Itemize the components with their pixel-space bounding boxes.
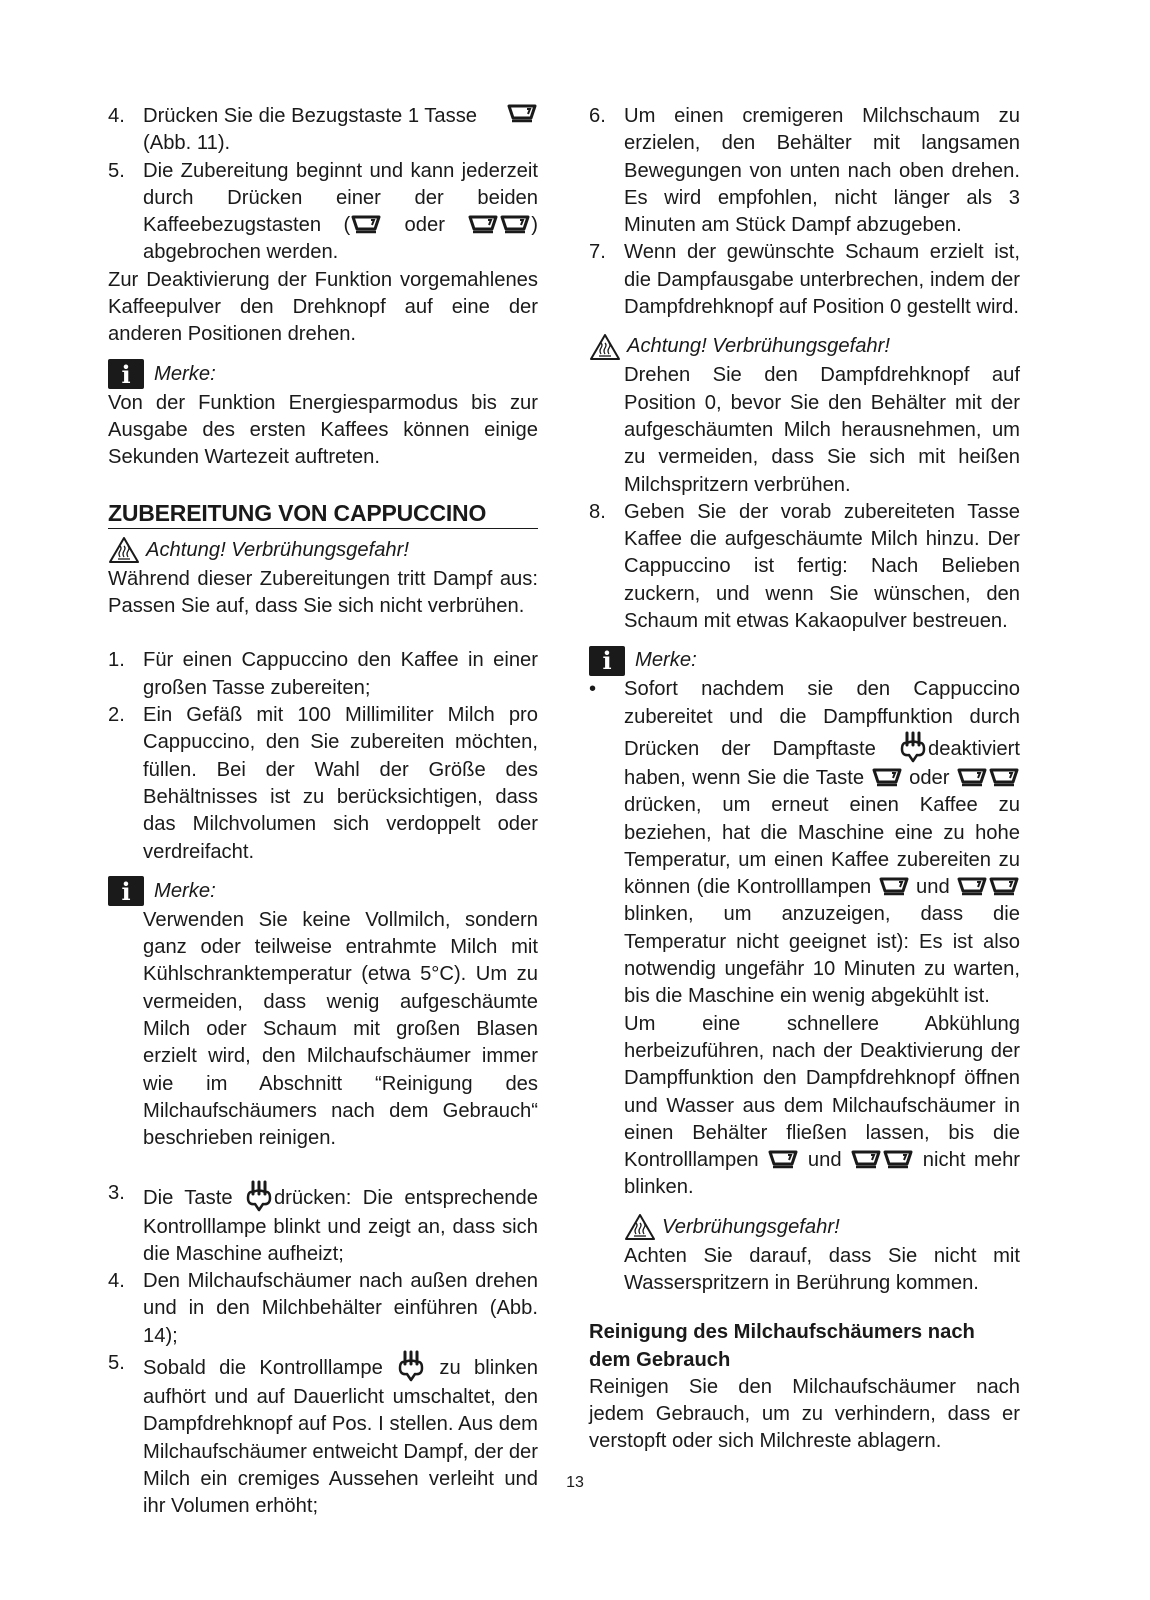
two-cups-icon	[988, 767, 1020, 787]
step-number: 3.	[108, 1181, 125, 1204]
warning-2-heading	[589, 1212, 1020, 1243]
bullet-marker: •	[589, 678, 597, 701]
note-1-heading	[108, 359, 538, 390]
two-cups-icon	[956, 767, 988, 787]
and-text: und	[915, 876, 950, 899]
warning-label: Achtung! Verbrühungsgefahr!	[146, 538, 409, 561]
bullet-text-d: blinken, um anzuzeigen, dass die Temperatur nicht geeignet ist): Es ist also notwendig ungefähr 10 Minuten zu warten, bis die Maschine ein wenig abgekühlt ist.	[624, 903, 1020, 1008]
step-5	[108, 158, 538, 267]
cappuccino-step-4	[108, 1268, 538, 1350]
step-number: 4.	[108, 105, 125, 127]
cappuccino-step-2	[108, 702, 538, 866]
section-title: ZUBEREITUNG VON CAPPUCCINO	[108, 500, 538, 529]
info-icon: i	[589, 646, 625, 676]
cappuccino-step-5	[108, 1350, 538, 1520]
cappuccino-step-8	[589, 499, 1020, 635]
step-number: 8.	[589, 500, 606, 523]
hot-surface-warning-icon	[624, 1213, 656, 1241]
step-number: 2.	[108, 704, 125, 727]
step-text-cont: (Abb. 11).	[143, 132, 231, 155]
step-number: 5.	[108, 159, 125, 182]
cappuccino-step-7	[589, 239, 1020, 321]
note-label: Merke:	[154, 879, 216, 902]
two-cups-icon	[850, 1149, 882, 1169]
warning-label: Verbrühungsgefahr!	[662, 1215, 840, 1238]
warning-heading	[108, 535, 538, 566]
one-cup-icon	[767, 1149, 799, 1169]
step-text: Für einen Cappuccino den Kaffee in einer großen Tasse zubereiten;	[143, 649, 538, 699]
steam-icon	[898, 731, 928, 765]
cooling-text-end: nicht mehr blinken.	[624, 1149, 1021, 1199]
note-label: Merke:	[635, 649, 697, 672]
step-text: Ein Gefäß mit 100 Millimiliter Milch pro Cappuccino, den Sie zubereiten möchten, füllen. Bei der Wahl der Größe des Behältnisses ist zu berücksichtigen, dass das Milchvolumen sich verdoppelt oder verdreifacht.	[143, 704, 538, 863]
bullet-text-b: deaktiviert haben, wenn Sie die Taste	[624, 737, 1020, 789]
step-text-end: ) abgebrochen werden.	[143, 214, 539, 264]
one-cup-icon	[506, 103, 538, 123]
cappuccino-step-6	[589, 103, 1020, 239]
step-number: 5.	[108, 1351, 125, 1374]
two-cups-icon	[467, 214, 499, 234]
one-cup-icon	[878, 876, 910, 896]
step-text: Die Taste	[143, 1186, 233, 1209]
or-text: oder	[404, 214, 445, 237]
note-label: Merke:	[154, 362, 216, 385]
one-cup-icon	[871, 767, 903, 787]
note-bullet	[589, 676, 1020, 1010]
two-cups-icon	[988, 876, 1020, 896]
cappuccino-step-3	[108, 1180, 538, 1269]
step-number: 1.	[108, 649, 125, 672]
step-text: Um einen cremigeren Milchschaum zu erzielen, den Behälter mit langsamen Bewegungen von unten nach oben drehen. Es wird empfohlen, nicht länger als 3 Minuten am Stück Dampf abzugeben.	[624, 105, 1020, 237]
note-2-text: Verwenden Sie keine Vollmilch, sondern ganz oder teilweise entrahmte Milch mit Kühlschranktemperatur (etwa 5°C). Um zu vermeiden, dass wenig aufgeschäumte Milch oder Schaum mit großen Blasen erzielt wird, den Milchaufschäumer immer wie im Abschnitt “Reinigung des Milchaufschäumers nach dem Gebrauch“ beschrieben reinigen.	[143, 908, 538, 1150]
two-cups-icon	[882, 1149, 914, 1169]
warning-2-text: Achten Sie darauf, dass Sie nicht mit Wasserspritzern in Berührung kommen.	[624, 1244, 1020, 1294]
and-text: und	[807, 1149, 842, 1172]
cooling-text: Um eine schnellere Abkühlung herbeizuführen, nach der Deaktivierung der Dampffunktion den Dampfdrehknopf öffnen und Wasser aus dem Milchaufschäumer in einen Behälter fließen lassen, bis die Kontrolllampen	[624, 1012, 1020, 1172]
warning-label: Achtung! Verbrühungsgefahr!	[627, 335, 890, 358]
step-text: Geben Sie der vorab zubereiteten Tasse Kaffee die aufgeschäumte Milch hinzu. Der Cappuccino ist fertig: Nach Belieben zuckern, und wenn Sie wünschen, den Schaum mit etwas Kakaopulver bestreuen.	[624, 500, 1020, 633]
step-text: Die Zubereitung beginnt und kann jederzeit durch Drücken einer der beiden Kaffeebezugstasten (	[143, 159, 538, 237]
left-column	[108, 103, 538, 1520]
step-text: Den Milchaufschäumer nach außen drehen und in den Milchbehälter einführen (Abb. 14);	[143, 1270, 538, 1347]
warning-1-text: Drehen Sie den Dampfdrehknopf auf Position 0, bevor Sie den Behälter mit der aufgeschäumten Milch herausnehmen, um zu vermeiden, dass Sie sich mit heißen Milchspritzern verbrühen.	[624, 364, 1020, 496]
hot-surface-warning-icon	[589, 333, 621, 361]
step-4	[108, 103, 538, 158]
warning-1-heading	[589, 331, 1020, 362]
cleaning-text: Reinigen Sie den Milchaufschäumer nach jedem Gebrauch, um zu verhindern, dass er verstopft oder sich Milchreste ablagern.	[589, 1375, 1020, 1453]
deactivate-text: Zur Deaktivierung der Funktion vorgemahlenes Kaffeepulver den Drehknopf auf eine der anderen Positionen drehen.	[108, 268, 538, 346]
step-number: 4.	[108, 1270, 125, 1293]
steam-icon	[244, 1180, 274, 1214]
cleaning-heading: Reinigung des Milchaufschäumers nach dem Gebrauch	[589, 1321, 975, 1371]
warning-text: Während dieser Zubereitungen tritt Dampf aus: Passen Sie auf, dass Sie sich nicht verbrühen.	[108, 567, 538, 618]
page-number: 13	[566, 1474, 584, 1491]
two-cups-icon	[956, 876, 988, 896]
step-text-end: zu blinken aufhört und auf Dauerlicht umschaltet, den Dampfdrehknopf auf Pos. I stellen. Aus dem Milchaufschäumer entweicht Dampf, der der Milch ein cremiges Aussehen verleiht und ihr Volumen erhöht;	[143, 1356, 539, 1518]
bullet-text-c: drücken, um erneut einen Kaffee zu beziehen, hat die Maschine eine zu hohe Temperatur, um einen Kaffee zubereiten zu können (die Kontrolllampen	[624, 794, 1020, 899]
steam-icon	[396, 1350, 426, 1384]
info-icon: i	[108, 359, 144, 389]
step-text: Wenn der gewünschte Schaum erzielt ist, die Dampfausgabe unterbrechen, indem der Dampfdrehknopf auf Position 0 gestellt wird.	[624, 241, 1020, 319]
step-number: 6.	[589, 105, 606, 127]
step-number: 7.	[589, 241, 606, 264]
bullet-text: Sofort nachdem sie den Cappuccino zubereitet und die Dampffunktion durch Drücken der Dampftaste	[624, 678, 1020, 760]
note-2-heading	[108, 876, 538, 907]
two-cups-icon	[499, 214, 531, 234]
right-column	[589, 103, 1020, 1456]
one-cup-icon	[350, 214, 382, 234]
cappuccino-step-1	[108, 647, 538, 702]
hot-surface-warning-icon	[108, 536, 140, 564]
info-icon: i	[108, 876, 144, 906]
note-1-text: Von der Funktion Energiesparmodus bis zur Ausgabe des ersten Kaffees können einige Sekunden Wartezeit auftreten.	[108, 391, 538, 469]
step-text: Drücken Sie die Bezugstaste 1 Tasse	[143, 105, 478, 127]
note-heading	[589, 645, 1020, 676]
step-text: Sobald die Kontrolllampe	[143, 1356, 383, 1379]
step-text-end: drücken: Die entsprechende Kontrolllampe blinkt und zeigt an, dass sich die Maschine aufheizt;	[143, 1186, 538, 1265]
or-text: oder	[909, 766, 950, 789]
